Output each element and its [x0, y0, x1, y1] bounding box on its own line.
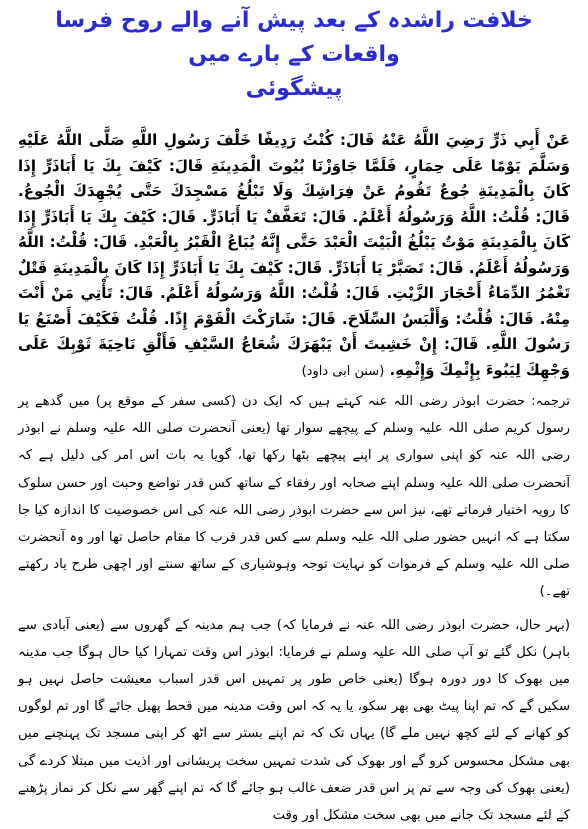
- hadith-source: (سنن ابی داود): [301, 363, 385, 379]
- translation-block: [18, 388, 570, 829]
- translation-paragraph-1: ترجمہ: حضرت ابوذر رضی اللہ عنہ کہتے ہیں کہ ایک دن (کسی سفر کے موقع پر) میں گدھے پر رسول کریم صلی اللہ علیہ وسلم کے پیچھے سوار تھا (یعنی آنحضرت صلی اللہ علیہ وسلم نے ابوذر رضی اللہ عنہ کو اپنی سواری پر اپنے پیچھے بٹھا رکھا تھا، گویا یہ بات اس امر کی دلیل ہے کہ آنحضرت صلی اللہ علیہ وسلم اپنے صحابہ اور رفقاء کے ساتھ کس قدر تواضع وحبت اور حسن سلوک کا رویہ اختیار فرماتے تھے، نیز اس سے حضرت ابوذر رضی اللہ عنہ کی اس خصوصیت کا اندازہ کیا جا سکتا ہے کہ انہیں حضور صلی اللہ علیہ وسلم سے کس قدر قرب کا مقام حاصل تھا اور وہ آنحضرت صلی اللہ علیہ وسلم کے فرموات کو نہایت توجہ وہوشیاری کے ساتھ سنتے اور اچھی طرح یاد رکھتے تھے۔): [18, 394, 570, 600]
- hadith-text: عَنْ أَبِي ذَرٍّ رَضِيَ اللَّهُ عَنْهُ قَالَ: كُنْتُ رَدِيفًا خَلْفَ رَسُولِ اللَّهِ صَلَّى اللَّهُ عَلَيْهِ وَسَلَّمَ يَوْمًا عَلَى حِمَارٍ، فَلَمَّا جَاوَزْنَا بُيُوتَ الْمَدِينَةِ قَالَ: كَيْفَ بِكَ يَا أَبَاذَرٍّ إِذَا كَانَ بِالْمَدِينَةِ جُوعٌ تَقُومُ عَنْ فِرَاشِكَ وَلَا تَبْلُغُ مَسْجِدَكَ حَتَّى يُجْهِدَكَ الْجُوعُ. قَالَ: قُلْتُ: اللَّهُ وَرَسُولُهُ أَعْلَمُ. قَالَ: تَعَفَّفْ يَا أَبَاذَرٍّ. قَالَ: كَيْفَ بِكَ يَا أَبَاذَرٍّ إِذَا كَانَ بِالْمَدِينَةِ مَوْتٌ يَبْلُغُ الْبَيْتَ الْعَبْدَ حَتَّى إِنَّهُ يُبَاعُ الْقَبْرُ بِالْعَبْدِ. قَالَ: قُلْتُ: اللَّهُ وَرَسُولُهُ أَعْلَمُ. قَالَ: تَصَبَّرْ يَا أَبَاذَرٍّ. قَالَ: كَيْفَ بِكَ يَا أَبَاذَرٍّ إِذَا كَانَ بِالْمَدِينَةِ قَتْلٌ تَغْمُرُ الدِّمَاءُ أَحْجَارَ الزَّيْتِ. قَالَ: قُلْتُ: اللَّهُ وَرَسُولُهُ أَعْلَمُ. قَالَ: تَأْتِي مَنْ أَنْتَ مِنْهُ. قَالَ: قُلْتُ: وَأَلْبَسُ السِّلَاحَ. قَالَ: شَارَكْتَ الْقَوْمَ إِذًا. قُلْتُ فَكَيْفَ أَصْنَعُ يَا رَسُولَ اللَّهِ. قَالَ: إِنْ خَشِيتَ أَنْ يَبْهَرَكَ شُعَاعُ السَّيْفِ فَأَلْقِ نَاحِيَةَ ثَوْبِكَ عَلَى وَجْهِكَ لِيَبُوءَ بِإِثْمِكَ وَإِثْمِهِ.: [18, 131, 570, 379]
- page-title: [18, 4, 570, 106]
- title-line-2: پیشگوئی: [245, 76, 343, 101]
- translation-paragraph-2: (بہر حال، حضرت ابوذر رضی اللہ عنہ نے فرمایا کہ) جب ہم مدینہ کے گھروں سے (یعنی آبادی سے باہر) نکل گئے تو آپ صلی اللہ علیہ وسلم نے فرمایا: ابوذر اس وقت تمہارا کیا حال ہوگا جب مدینہ میں بھوک کا دور دورہ ہوگا (یعنی خاص طور پر تمہیں اس قدر اسباب معیشت حاصل نہیں ہو سکیں گے کہ تم اپنا پیٹ بھی بھر سکو، یا یہ کہ اس وقت مدینہ میں قحط پھیل جائے گا اور تم لوگوں کو کھانے کے لئے کچھ نہیں ملے گا) یہاں تک کہ تم اپنے بستر سے اٹھ کر اپنی مسجد تک پہنچنے میں بھی مشکل محسوس کرو گے اور بھوک کی شدت تمہیں سخت پریشانی اور اذیت میں مبتلا کردے گی (یعنی بھوک کی وجہ سے تم پر اس قدر ضعف غالب ہو جائے گا کہ تم اپنے گھر سے نکل کر نماز پڑھنے کے لئے مسجد تک جانے میں بھی سخت مشکل اور وقت: [18, 617, 570, 824]
- title-line-1: خلافت راشدہ کے بعد پیش آنے والے روح فرسا واقعات کے بارے میں: [55, 8, 533, 67]
- hadith-text-block: [18, 128, 570, 384]
